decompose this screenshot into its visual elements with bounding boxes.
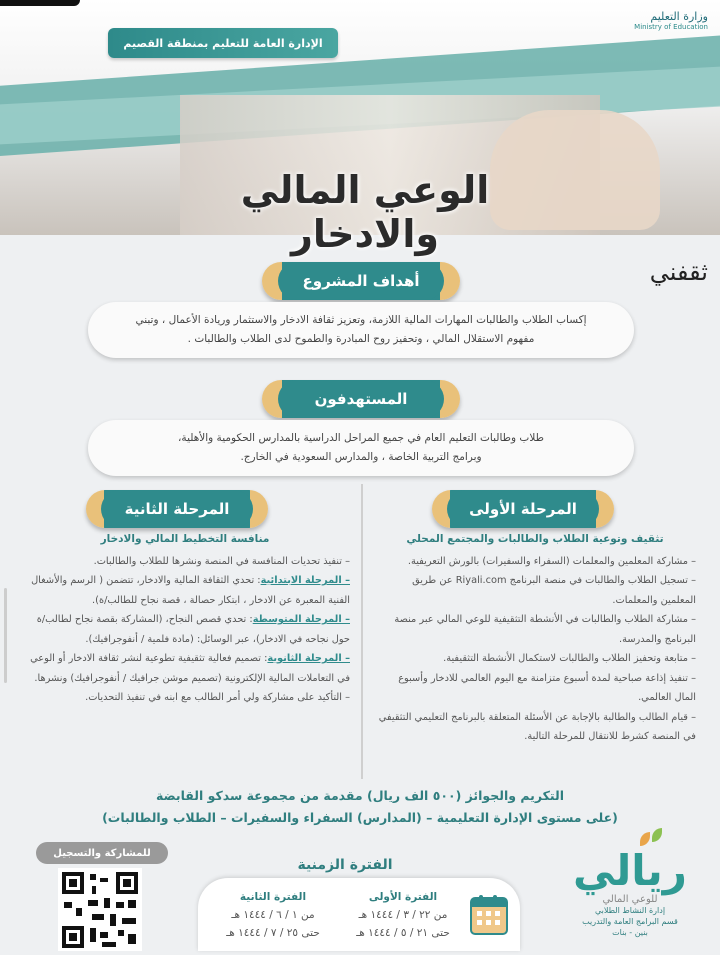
secondary-stage-text: : تصميم فعالية تثقيفية تطوعية لنشر ثقافة الادخار أو الوعي في التعاملات المالية الإلكترونية (تصميم موشن جرافيك / أنفوجرافيك) ونشرها. bbox=[30, 653, 350, 684]
phase1-item: – مشاركة الطلاب والطالبات في الأنشطة التثقيفية للوعي المالي عبر منصة البرنامج والمدرسة. bbox=[394, 614, 696, 645]
phase1-pill bbox=[432, 490, 614, 528]
second-period-label: الفترة الثانية bbox=[239, 891, 307, 903]
leaf-icon bbox=[652, 828, 662, 842]
phase2-pill bbox=[86, 490, 268, 528]
phase2-item-primary bbox=[20, 571, 350, 610]
first-period-from: من ٢٢ / ٣ / ١٤٤٤ هـ bbox=[358, 909, 448, 921]
phase2-heading: منافسة التخطيط المالي والادخار bbox=[100, 533, 270, 545]
phase1-item: – قيام الطالب والطالبة بالإجابة عن الأسئلة المتعلقة بالبرنامج التعليمي التثقيفي في المنصة كشرط للانتقال للمرحلة التالية. bbox=[378, 711, 696, 742]
secondary-stage-label: – المرحلة الثانوية bbox=[267, 653, 350, 664]
brand-tagline: للوعي المالي bbox=[602, 894, 658, 905]
brand-org-3: بنين - بنات bbox=[612, 928, 648, 937]
phase1-column bbox=[374, 530, 696, 747]
phase2-item-middle bbox=[20, 610, 350, 649]
primary-stage-label: – المرحلة الابتدائية bbox=[260, 575, 350, 586]
phase2-item: – التأكيد على مشاركة ولي أمر الطالب مع ابنه في تنفيذ التحديات. bbox=[85, 692, 350, 703]
award-line-1: التكريم والجوائز (٥٠٠ الف ريال) مقدمة من مجموعة سدكو القابضة bbox=[156, 788, 564, 803]
column-divider bbox=[361, 484, 363, 779]
goals-label: أهداف المشروع bbox=[278, 262, 444, 300]
side-label: ثقفني bbox=[649, 258, 708, 286]
ministry-name-en: Ministry of Education bbox=[634, 23, 708, 31]
phase2-item-secondary bbox=[20, 649, 350, 688]
leaf-icon bbox=[640, 832, 650, 846]
first-period-to: حتى ٢١ / ٥ / ١٤٤٤ هـ bbox=[356, 927, 450, 939]
second-period-from: من ١ / ٦ / ١٤٤٤ هـ bbox=[231, 909, 315, 921]
ministry-logo bbox=[608, 10, 708, 42]
edge-mark bbox=[4, 588, 7, 683]
register-label: للمشاركة والتسجيل bbox=[36, 842, 168, 864]
phase2-label: المرحلة الثانية bbox=[101, 490, 254, 528]
brand-name: ريالي bbox=[573, 846, 687, 895]
phase1-label: المرحلة الأولى bbox=[447, 490, 600, 528]
phase1-item: – مشاركة المعلمين والمعلمات (السفراء والسفيرات) بالورش التعريفية. bbox=[407, 555, 696, 567]
timeline-title: الفترة الزمنية bbox=[297, 857, 393, 873]
target-box bbox=[88, 420, 634, 476]
phase2-column bbox=[20, 530, 350, 708]
riyali-logo bbox=[560, 838, 700, 938]
first-period bbox=[348, 888, 458, 942]
primary-stage-text: : تحدي الثقافة المالية والادخار، تتضمن ( الرسم والأشغال الفنية المعبرة عن الادخار ، ابتكار حصالة ، قصة نجاح للطالب/ة). bbox=[31, 575, 350, 606]
admin-badge: الإدارة العامة للتعليم بمنطقة القصيم bbox=[108, 28, 338, 58]
goals-line-1: إكساب الطلاب والطالبات المهارات المالية اللازمة، وتعزيز ثقافة الادخار والاستثمار وريادة الأعمال ، وتبني bbox=[135, 314, 587, 326]
second-period-to: حتى ٢٥ / ٧ / ١٤٤٤ هـ bbox=[226, 927, 320, 939]
phase2-item: – تنفيذ تحديات المنافسة في المنصة ونشرها للطلاب والطالبات. bbox=[93, 555, 350, 567]
first-period-label: الفترة الأولى bbox=[368, 891, 438, 903]
phase1-item: – تسجيل الطلاب والطالبات في منصة البرنامج Riyali.com عن طريق المعلمين والمعلمات. bbox=[412, 575, 696, 606]
page-title: الوعي المالي والادخار bbox=[240, 168, 490, 256]
target-line-1: طلاب وطالبات التعليم العام في جميع المراحل الدراسية بالمدارس الحكومية والأهلية، bbox=[178, 432, 544, 444]
qr-code[interactable] bbox=[58, 868, 142, 951]
goals-line-2: مفهوم الاستقلال المالي ، وتحفيز روح المبادرة والطموح لدى الطلاب والطالبات . bbox=[187, 333, 535, 345]
target-label: المستهدفون bbox=[278, 380, 444, 418]
second-period bbox=[218, 888, 328, 942]
calendar-icon bbox=[470, 897, 508, 935]
phase1-heading: تثقيف وتوعية الطلاب والطالبات والمجتمع المحلي bbox=[406, 533, 664, 545]
qr-code-icon bbox=[58, 868, 142, 951]
target-pill bbox=[262, 380, 460, 418]
top-strip bbox=[0, 0, 80, 6]
target-line-2: وبرامج التربية الخاصة ، والمدارس السعودية في الخارج. bbox=[240, 451, 482, 463]
phase1-item: – تنفيذ إذاعة صباحية لمدة أسبوع متزامنة مع اليوم العالمي للادخار وأسبوع المال العالمي. bbox=[398, 672, 696, 703]
award-line-2: (على مستوى الإدارة التعليمية – (المدارس) السفراء والسفيرات – الطلاب والطالبات) bbox=[102, 810, 618, 825]
ministry-name: وزارة التعليم bbox=[650, 10, 708, 23]
middle-stage-label: – المرحلة المتوسطة bbox=[252, 614, 350, 625]
goals-pill bbox=[262, 262, 460, 300]
brand-org-1: إدارة النشاط الطلابي bbox=[594, 906, 666, 915]
goals-box bbox=[88, 302, 634, 358]
brand-org-2: قسم البرامج العامة والتدريب bbox=[582, 917, 678, 926]
middle-stage-text: : تحدي قصص النجاح، (المشاركة بقصة نجاح لطالب/ة حول نجاحه في الادخار)، عبر الوسائل: (مادة فلمية / أنفوجرافيك). bbox=[36, 614, 350, 645]
phase1-item: – متابعة وتحفيز الطلاب والطالبات لاستكمال الأنشطة التثقيفية. bbox=[443, 653, 696, 664]
